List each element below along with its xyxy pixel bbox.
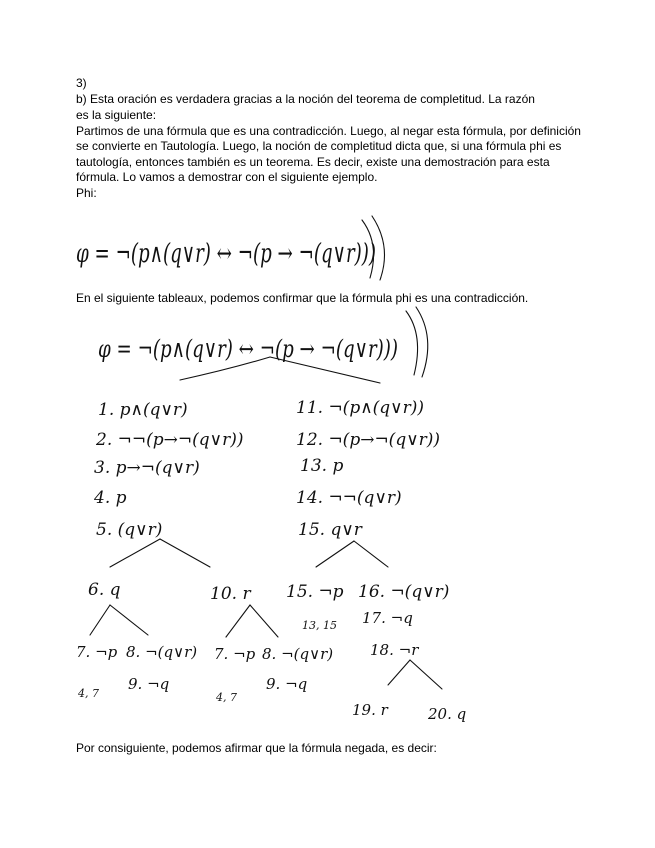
closure-3: 9. ¬q (128, 675, 170, 693)
closure-5: 8. ¬(q∨r) (262, 645, 334, 663)
left-node-4: 4. p (94, 488, 127, 508)
tableaux-diagram (70, 305, 510, 730)
right-node-1: 11. ¬(p∧(q∨r)) (296, 398, 424, 418)
right-node-3: 13. p (300, 456, 344, 476)
handwritten-formula (74, 212, 404, 284)
formula-text: φ = ¬(p∧(q∨r) ↔ ¬(p → ¬(q∨r))) (76, 239, 376, 269)
level2-node-1: 6. q (88, 580, 121, 600)
right-node-4: 14. ¬¬(q∨r) (296, 488, 402, 508)
closure-6: 9. ¬q (266, 675, 308, 693)
level2-node-2: 10. r (210, 584, 251, 604)
closure-mark-2: 4, 7 (216, 691, 237, 704)
closure-7: 17. ¬q (362, 609, 413, 627)
intro-paragraph: b) Esta oración es verdadera gracias a la noción del teorema de completitud. La razón es la siguiente: (76, 92, 535, 122)
closure-1: 7. ¬p (76, 643, 118, 661)
closure-9: 19. r (352, 701, 388, 719)
right-node-2: 12. ¬(p→¬(q∨r)) (296, 430, 441, 450)
tableaux-root: φ = ¬(p∧(q∨r) ↔ ¬(p → ¬(q∨r))) (98, 335, 398, 363)
left-node-5: 5. (q∨r) (96, 520, 163, 540)
closure-mark-1: 4, 7 (78, 687, 99, 700)
closure-8: 18. ¬r (370, 641, 419, 659)
closure-2: 8. ¬(q∨r) (126, 643, 198, 661)
level2-node-3: 15. ¬p (286, 582, 344, 602)
explanation-paragraph: Partimos de una fórmula que es una contradicción. Luego, al negar esta fórmula, por definición se convierte en Tautología. Luego, la noción de completitud dicta que, si una fórmula phi es tautología, entonces también es un teorema. Es decir, existe una demostración para esta fórmula. Lo vamos a demostrar con el siguiente ejemplo. (76, 123, 581, 184)
closure-10: 20. q (428, 705, 467, 723)
level2-node-4: 16. ¬(q∨r) (358, 582, 450, 602)
closure-4: 7. ¬p (214, 645, 256, 663)
section-label: 3) (76, 76, 87, 90)
phi-label: Phi: (76, 186, 97, 200)
left-node-2: 2. ¬¬(p→¬(q∨r)) (96, 430, 244, 450)
left-node-1: 1. p∧(q∨r) (98, 400, 188, 420)
left-node-3: 3. p→¬(q∨r) (94, 458, 200, 478)
closure-mark-3: 13, 15 (302, 619, 337, 632)
tableaux-intro: En el siguiente tableaux, podemos confirmar que la fórmula phi es una contradicción. (76, 291, 529, 305)
right-node-5: 15. q∨r (298, 520, 362, 540)
conclusion-paragraph: Por consiguiente, podemos afirmar que la fórmula negada, es decir: (76, 741, 437, 755)
